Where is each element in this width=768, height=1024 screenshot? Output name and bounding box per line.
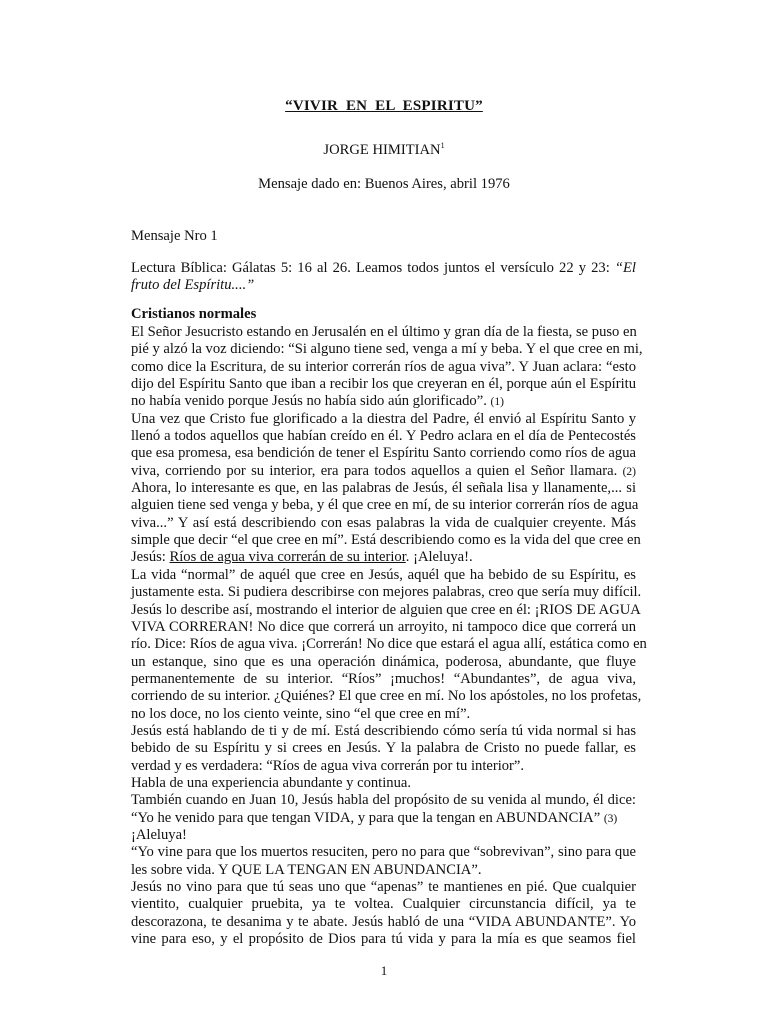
author-name — [0, 141, 768, 159]
text-line: justamente esta. Si pudiera describirse con mejores palabras, creo que sería muy difícil. — [131, 584, 642, 601]
text-line: VIVA CORRERAN! No dice que correrá un arroyito, ni tampoco dice que correrá un — [131, 618, 636, 635]
text-line: También cuando en Juan 10, Jesús habla del propósito de su venida al mundo, él dice: — [131, 792, 636, 809]
text-line: simple que decir “el que cree en mí”. Está describiendo como es la vida del que cree en — [131, 532, 641, 549]
reference-mark: (1) — [490, 396, 504, 409]
text-line: “Yo vine para que los muertos resuciten, pero no para que “sobrevivan”, sino para que — [131, 844, 636, 861]
text-line — [131, 463, 636, 480]
text-line — [131, 549, 636, 566]
text-line: no los doce, no los ciento veinte, sino “el que cree en mí”. — [131, 705, 471, 722]
text-line: corriendo de su interior. ¿Quiénes? El que cree en mí. No los apóstoles, no los profetas, — [131, 688, 642, 705]
line-text: viva, corriendo por su interior, era para todos aquellos a quien el Señor llamara. — [131, 462, 618, 479]
text-line: Ahora, lo interesante es que, en las palabras de Jesús, él señala lisa y llanamente,... si — [131, 480, 636, 497]
text-line: llenó a todos aquellos que habían creído en él. Y Pedro aclara en el día de Pentecostés — [131, 428, 636, 445]
text-line: les sobre vida. Y QUE LA TENGAN EN ABUNDANCIA”. — [131, 861, 482, 878]
text-line: un estanque, sino que es una operación dinámica, poderosa, abundante, que fluye — [131, 653, 636, 670]
text-line: como dice la Escritura, de su interior correrán ríos de agua viva”. Y Juan aclara: “esto — [131, 358, 636, 375]
author-text: JORGE HIMITIAN — [323, 141, 441, 158]
text-line: Jesús está hablando de ti y de mí. Está describiendo cómo sería tú vida normal si has — [131, 722, 636, 739]
text-line: Habla de una experiencia abundante y continua. — [131, 774, 411, 791]
underlined-phrase: Ríos de agua viva correrán de su interior — [169, 549, 406, 566]
footnote-mark: 1 — [440, 141, 445, 150]
reference-mark: (2) — [622, 465, 636, 478]
text-line — [131, 810, 636, 827]
text-line: vientito, cualquier pruebita, ya te voltea. Cualquier circunstancia difícil, ya te — [131, 896, 636, 913]
text-line: descorazona, te desanima y te abate. Jesús habló de una “VIDA ABUNDANTE”. Yo — [131, 913, 636, 930]
section-heading: Cristianos normales — [131, 306, 257, 322]
text-line — [131, 393, 636, 410]
message-origin: Mensaje dado en: Buenos Aires, abril 1976 — [258, 176, 510, 192]
text-line: ¡Aleluya! — [131, 826, 187, 843]
line-text: “Yo he venido para que tengan VIDA, y para que la tengan en ABUNDANCIA” — [131, 809, 601, 826]
text-line: Una vez que Cristo fue glorificado a la diestra del Padre, él envió al Espíritu Santo y — [131, 410, 636, 427]
text-line: La vida “normal” de aquél que cree en Jesús, aquél que ha bebido de su Espíritu, es — [131, 566, 636, 583]
document-title: “VIVIR EN EL ESPIRITU” — [285, 98, 483, 114]
text-line: bebido de su Espíritu y si crees en Jesús. Y la palabra de Cristo no puede fallar, es — [131, 740, 636, 757]
line-text: no había venido porque Jesús no había sido aún glorificado”. — [131, 393, 487, 410]
body-text — [131, 324, 647, 948]
text-line: Jesús lo describe así, mostrando el interior de alguien que cree en él: ¡RIOS DE AGUA — [131, 601, 641, 618]
text-line: río. Dice: Ríos de agua viva. ¡Correrán! No dice que estará el agua allí, estática como en — [131, 636, 647, 653]
line-text: Jesús: — [131, 549, 170, 566]
bible-reading — [131, 260, 636, 295]
line-text: . ¡Aleluya!. — [405, 549, 473, 566]
text-line: permanentemente de su interior. “Ríos” ¡muchos! “Abundantes”, de agua viva, — [131, 670, 636, 687]
reading-text: Lectura Bíblica: Gálatas 5: 16 al 26. Leamos todos juntos el versículo 22 y 23: — [131, 260, 615, 276]
text-line: vine para eso, y el propósito de Dios para tú vida y para la mía es que seamos fiel — [131, 931, 636, 948]
reference-mark: (3) — [603, 812, 618, 825]
text-line: verdad y es verdadera: “Ríos de agua viva correrán por tu interior”. — [131, 757, 525, 774]
text-line: Jesús no vino para que tú seas uno que “apenas” te mantienes en pié. Que cualquier — [131, 879, 636, 895]
text-line: dijo del Espíritu Santo que iban a recibir los que creyeran en él, porque aún el Espíritu — [131, 376, 636, 393]
text-line: El Señor Jesucristo estando en Jerusalén en el último y gran día de la fiesta, se puso en — [131, 324, 637, 340]
reading-quote: “El fruto del Espíritu....” — [131, 260, 636, 294]
text-line: alguien tiene sed venga y beba, y él que cree en mí, de su interior correrán ríos de agua — [131, 497, 639, 514]
page-number: 1 — [380, 963, 388, 978]
text-line: viva...” Y así está describiendo con esas palabras la vida de cualquier creyente. Más — [131, 514, 636, 531]
text-line: que esa promesa, esa bendición de tener el Espíritu Santo corriendo como ríos de agua — [131, 445, 636, 462]
message-number: Mensaje Nro 1 — [131, 228, 218, 244]
text-line: pié y alzó la voz diciendo: “Si alguno tiene sed, venga a mí y beba. Y el que cree en mi, — [131, 341, 643, 358]
